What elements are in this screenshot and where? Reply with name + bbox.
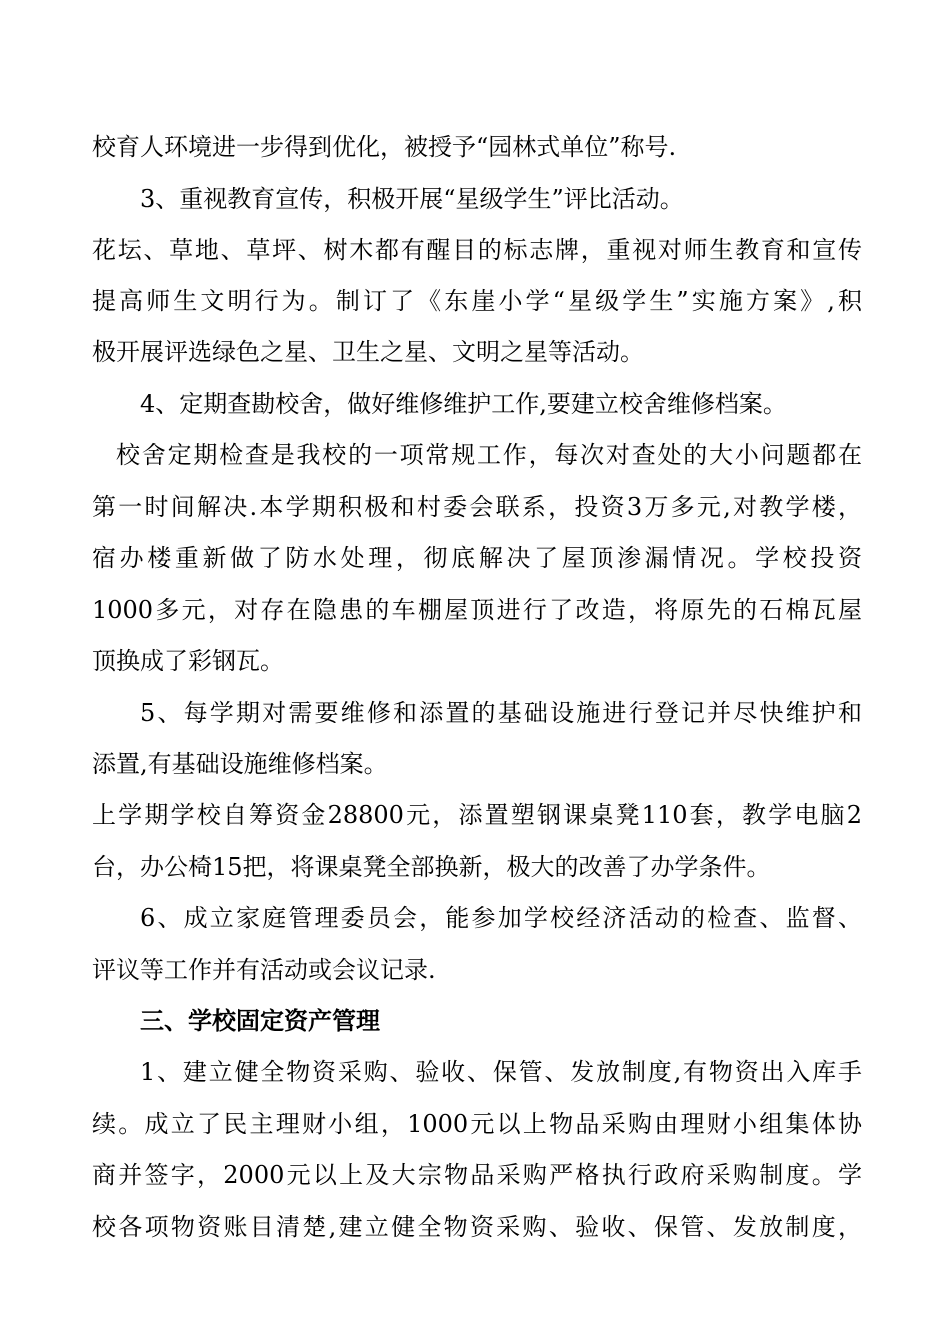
paragraph-line: 宿办楼重新做了防水处理，彻底解决了屋顶渗漏情况。学校投资 bbox=[92, 544, 862, 572]
paragraph-line: 上学期学校自筹资金28800元，添置塑钢课桌凳110套，教学电脑2 bbox=[92, 801, 862, 829]
paragraph-line: 校舍定期检查是我校的一项常规工作，每次对查处的大小问题都在 bbox=[116, 441, 862, 469]
section-item-heading: 6、成立家庭管理委员会，能参加学校经济活动的检查、监督、 bbox=[140, 904, 862, 932]
paragraph-line: 台，办公椅15把，将课桌凳全部换新，极大的改善了办学条件。 bbox=[92, 853, 771, 881]
paragraph-line: 续。成立了民主理财小组，1000元以上物品采购由理财小组集体协 bbox=[92, 1110, 862, 1138]
section-item-heading: 3、重视教育宣传，积极开展“星级学生”评比活动。 bbox=[140, 185, 684, 213]
paragraph-line: 商并签字，2000元以上及大宗物品采购严格执行政府采购制度。学 bbox=[92, 1161, 862, 1189]
paragraph-line: 校育人环境进一步得到优化，被授予“园林式单位”称号. bbox=[92, 133, 677, 161]
paragraph-line: 添置,有基础设施维修档案。 bbox=[92, 750, 388, 778]
paragraph-line: 极开展评选绿色之星、卫生之星、文明之星等活动。 bbox=[92, 338, 644, 366]
paragraph-line: 评议等工作并有活动或会议记录. bbox=[92, 956, 436, 984]
section-item-heading: 4、定期查勘校舍，做好维修维护工作,要建立校舍维修档案。 bbox=[140, 390, 787, 418]
paragraph-line: 1000多元，对存在隐患的车棚屋顶进行了改造，将原先的石棉瓦屋 bbox=[92, 596, 862, 624]
section-heading: 三、学校固定资产管理 bbox=[140, 1006, 380, 1035]
paragraph-line: 花坛、草地、草坪、树木都有醒目的标志牌，重视对师生教育和宣传 bbox=[92, 236, 862, 264]
paragraph-line: 校各项物资账目清楚,建立健全物资采购、验收、保管、发放制度， bbox=[92, 1213, 862, 1241]
section-item-heading: 1、建立健全物资采购、验收、保管、发放制度,有物资出入库手 bbox=[140, 1058, 862, 1086]
paragraph-line: 提高师生文明行为。制订了《东崖小学“星级学生”实施方案》,积 bbox=[92, 287, 862, 315]
paragraph-line: 顶换成了彩钢瓦。 bbox=[92, 647, 284, 675]
paragraph-line: 第一时间解决.本学期积极和村委会联系，投资3万多元,对教学楼， bbox=[92, 493, 862, 521]
section-item-heading: 5、每学期对需要维修和添置的基础设施进行登记并尽快维护和 bbox=[140, 699, 862, 727]
